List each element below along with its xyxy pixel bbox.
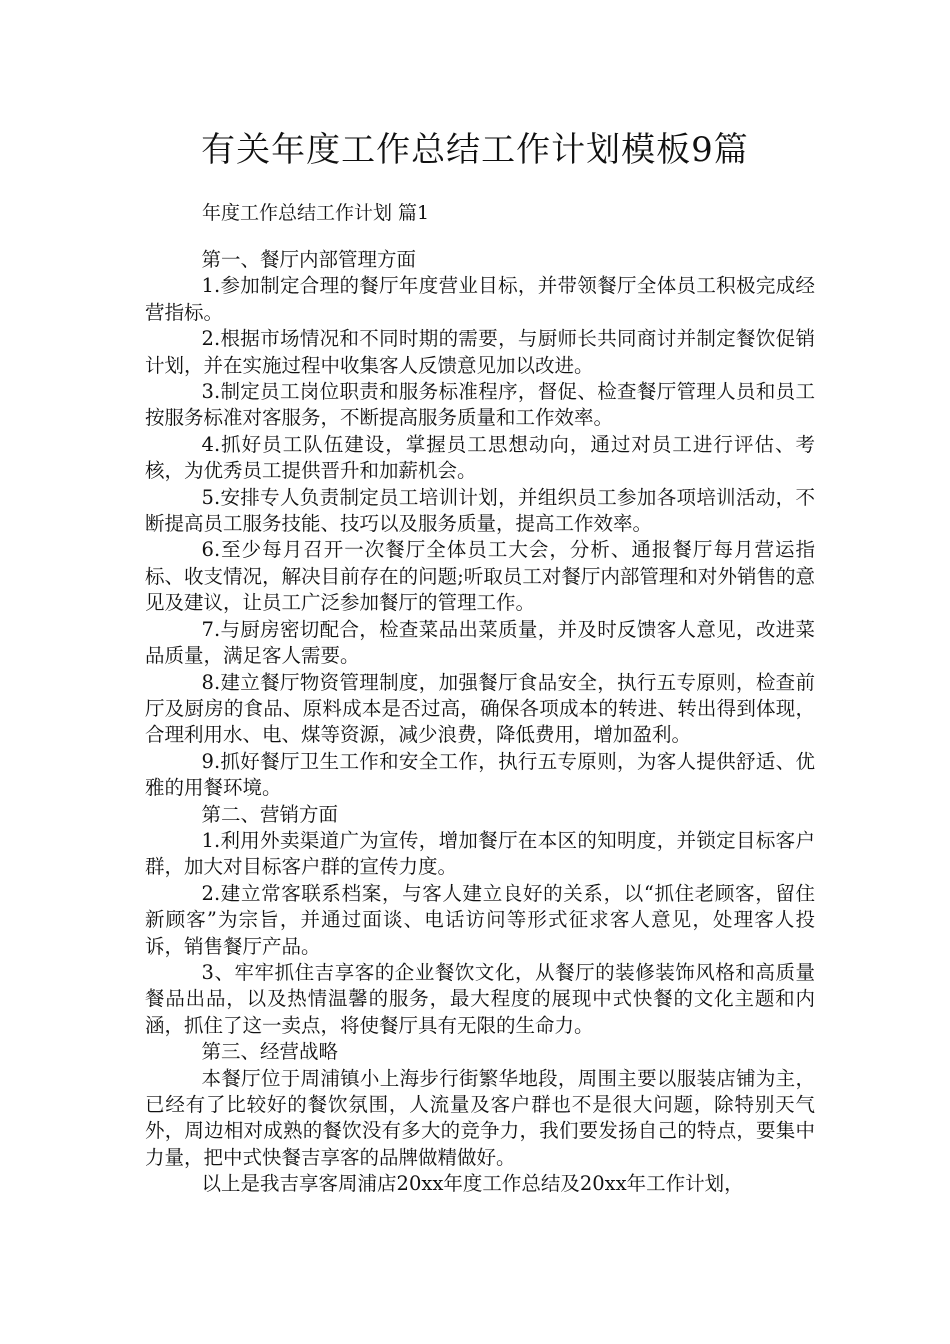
paragraph: 1.利用外卖渠道广为宣传，增加餐厅在本区的知明度，并锁定目标客户群，加大对目标客户群的宣传力度。 [145,828,815,879]
document-body [145,247,815,1198]
paragraph: 6.至少每月召开一次餐厅全体员工大会，分析、通报餐厅每月营运指标、收支情况，解决目前存在的问题;听取员工对餐厅内部管理和对外销售的意见及建议，让员工广泛参加餐厅的管理工作。 [145,538,815,615]
paragraph: 9.抓好餐厅卫生工作和安全工作，执行五专原则，为客人提供舒适、优雅的用餐环境。 [145,749,815,800]
document-title: 有关年度工作总结工作计划模板9篇 [201,130,749,170]
section-heading-3: 第三、经营战略 [201,1040,339,1064]
paragraph: 2.根据市场情况和不同时期的需要，与厨师长共同商讨并制定餐饮促销计划，并在实施过程中收集客人反馈意见加以改进。 [145,327,815,377]
paragraph-closing: 以上是我吉享客周浦店20xx年度工作总结及20xx年工作计划， [201,1172,744,1196]
paragraph: 3、牢牢抓住吉享客的企业餐饮文化，从餐厅的装修装饰风格和高质量餐品出品，以及热情温馨的服务，最大程度的展现中式快餐的文化主题和内涵，抓住了这一卖点，将使餐厅具有无限的生命力。 [145,960,815,1037]
section-heading-2: 第二、营销方面 [201,802,339,826]
paragraph: 2.建立常客联系档案，与客人建立良好的关系，以“抓住老顾客，留住新顾客”为宗旨，并通过面谈、电话访问等形式征求客人意见，处理客人投诉，销售餐厅产品。 [145,881,815,958]
section-heading-1: 第一、餐厅内部管理方面 [201,248,417,271]
paragraph: 7.与厨房密切配合，检查菜品出菜质量，并及时反馈客人意见，改进菜品质量，满足客人需要。 [145,617,815,668]
paragraph: 1.参加制定合理的餐厅年度营业目标，并带领餐厅全体员工积极完成经营指标。 [145,274,815,324]
paragraph: 3.制定员工岗位职责和服务标准程序，督促、检查餐厅管理人员和员工按服务标准对客服务，不断提高服务质量和工作效率。 [145,380,815,430]
paragraph: 4.抓好员工队伍建设，掌握员工思想动向，通过对员工进行评估、考核，为优秀员工提供晋升和加薪机会。 [145,432,815,483]
paragraph: 5.安排专人负责制定员工培训计划，并组织员工参加各项培训活动，不断提高员工服务技能、技巧以及服务质量，提高工作效率。 [145,485,815,536]
paragraph: 本餐厅位于周浦镇小上海步行街繁华地段，周围主要以服装店铺为主，已经有了比较好的餐饮氛围，人流量及客户群也不是很大问题，除特别天气外，周边相对成熟的餐饮没有多大的竞争力，我们要发扬自己的特点，要集中力量，把中式快餐吉享客的品牌做精做好。 [145,1066,815,1169]
paragraph: 8.建立餐厅物资管理制度，加强餐厅食品安全，执行五专原则，检查前厅及厨房的食品、原料成本是否过高，确保各项成本的转进、转出得到体现，合理利用水、电、煤等资源，减少浪费，降低费用，增加盈利。 [145,670,815,747]
document-subtitle: 年度工作总结工作计划 篇1 [202,202,430,224]
